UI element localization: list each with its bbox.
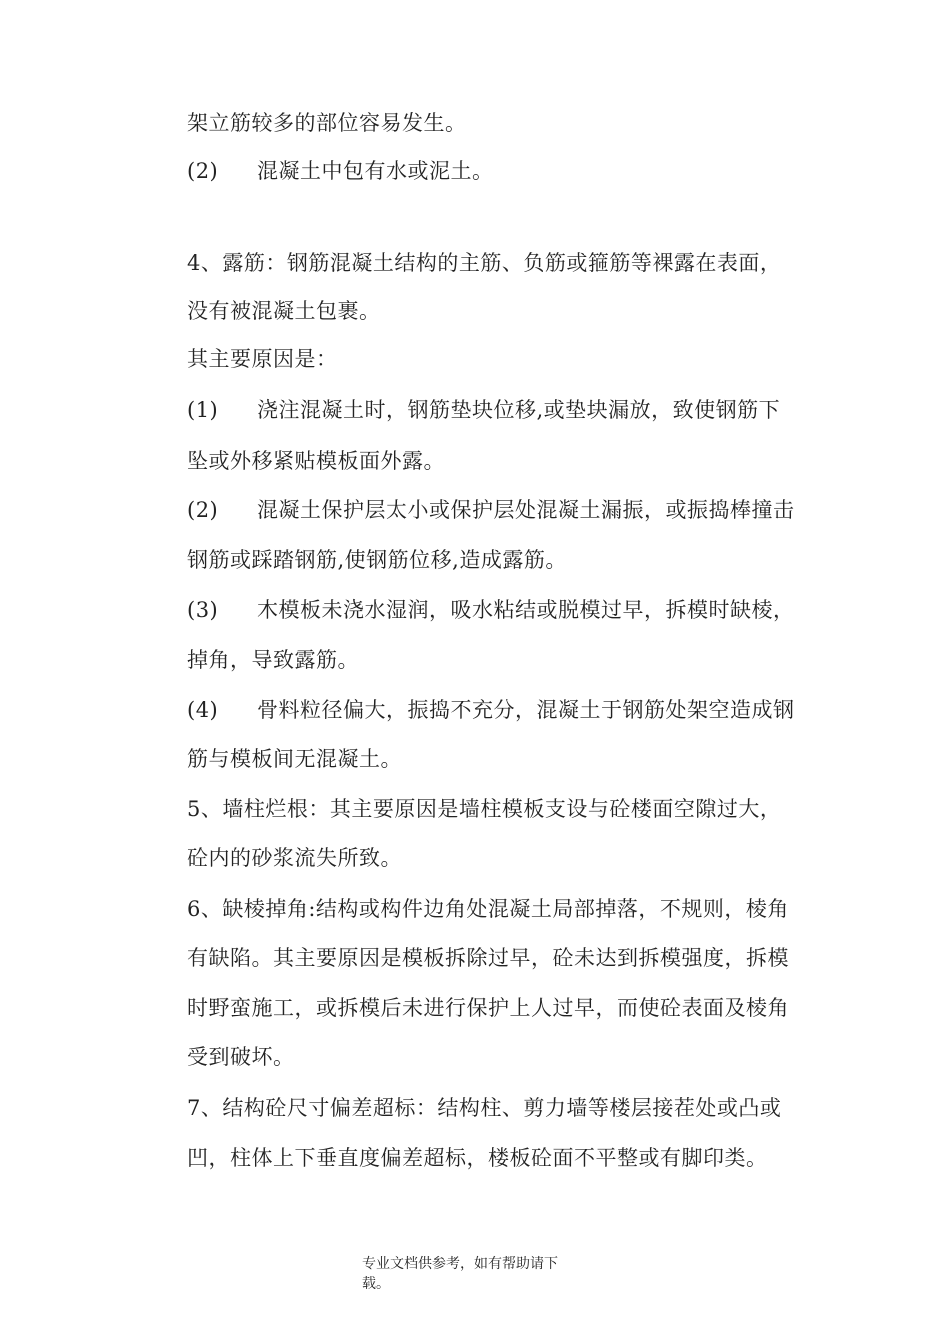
text-line bbox=[187, 994, 789, 1022]
section-heading bbox=[187, 795, 781, 823]
footer-note bbox=[362, 1254, 558, 1274]
text-line bbox=[187, 546, 567, 574]
item-number: (2) bbox=[187, 159, 219, 183]
section-heading bbox=[187, 1094, 781, 1122]
line-text: 其主要原因是： bbox=[187, 347, 338, 371]
list-item bbox=[187, 396, 780, 424]
text-line bbox=[187, 345, 338, 373]
line-text: 架立筋较多的部位容易发生。 bbox=[187, 111, 467, 135]
text-line bbox=[187, 844, 402, 872]
line-text: 凹，柱体上下垂直度偏差超标，楼板砼面不平整或有脚印类。 bbox=[187, 1146, 768, 1170]
text-line bbox=[187, 745, 402, 773]
section-heading bbox=[187, 895, 789, 923]
text-line bbox=[187, 646, 359, 674]
text-line bbox=[187, 944, 789, 972]
footer-line: 专业文档供参考，如有帮助请下 bbox=[362, 1256, 558, 1272]
line-text: 混凝土保护层太小或保护层处混凝土漏振，或振捣棒撞击 bbox=[257, 498, 795, 522]
item-number: (1) bbox=[187, 398, 219, 422]
list-item bbox=[187, 696, 795, 724]
line-text: 7、结构砼尺寸偏差超标：结构柱、剪力墙等楼层接茬处或凸或 bbox=[187, 1096, 782, 1120]
text-line bbox=[187, 109, 467, 137]
line-text: 掉角，导致露筋。 bbox=[187, 648, 359, 672]
line-text: 有缺陷。其主要原因是模板拆除过早，砼未达到拆模强度，拆模 bbox=[187, 946, 789, 970]
list-item bbox=[187, 496, 795, 524]
line-text: 6、缺棱掉角:结构或构件边角处混凝土局部掉落，不规则，棱角 bbox=[187, 897, 789, 921]
line-text: 混凝土中包有水或泥土。 bbox=[257, 159, 494, 183]
line-text: 砼内的砂浆流失所致。 bbox=[187, 846, 402, 870]
list-item bbox=[187, 596, 795, 624]
line-text: 没有被混凝土包裹。 bbox=[187, 299, 381, 323]
line-text: 4、露筋：钢筋混凝土结构的主筋、负筋或箍筋等裸露在表面， bbox=[187, 251, 782, 275]
item-number: (3) bbox=[187, 598, 219, 622]
line-text: 受到破坏。 bbox=[187, 1045, 295, 1069]
line-text: 筋与模板间无混凝土。 bbox=[187, 747, 402, 771]
footer-line: 载。 bbox=[362, 1276, 390, 1292]
text-line bbox=[187, 297, 381, 325]
line-text: 骨料粒径偏大，振捣不充分，混凝土于钢筋处架空造成钢 bbox=[257, 698, 795, 722]
line-text: 时野蛮施工，或拆模后未进行保护上人过早，而使砼表面及棱角 bbox=[187, 996, 789, 1020]
section-heading bbox=[187, 249, 781, 277]
footer-note bbox=[362, 1274, 390, 1294]
list-item bbox=[187, 157, 494, 185]
text-line bbox=[187, 447, 445, 475]
line-text: 坠或外移紧贴模板面外露。 bbox=[187, 449, 445, 473]
line-text: 浇注混凝土时，钢筋垫块位移,或垫块漏放，致使钢筋下 bbox=[257, 398, 781, 422]
line-text: 钢筋或踩踏钢筋,使钢筋位移,造成露筋。 bbox=[187, 548, 567, 572]
text-line bbox=[187, 1144, 768, 1172]
item-number: (2) bbox=[187, 498, 219, 522]
item-number: (4) bbox=[187, 698, 219, 722]
line-text: 5、墙柱烂根：其主要原因是墙柱模板支设与砼楼面空隙过大， bbox=[187, 797, 782, 821]
text-line bbox=[187, 1043, 295, 1071]
line-text: 木模板未浇水湿润，吸水粘结或脱模过早，拆模时缺棱， bbox=[257, 598, 795, 622]
